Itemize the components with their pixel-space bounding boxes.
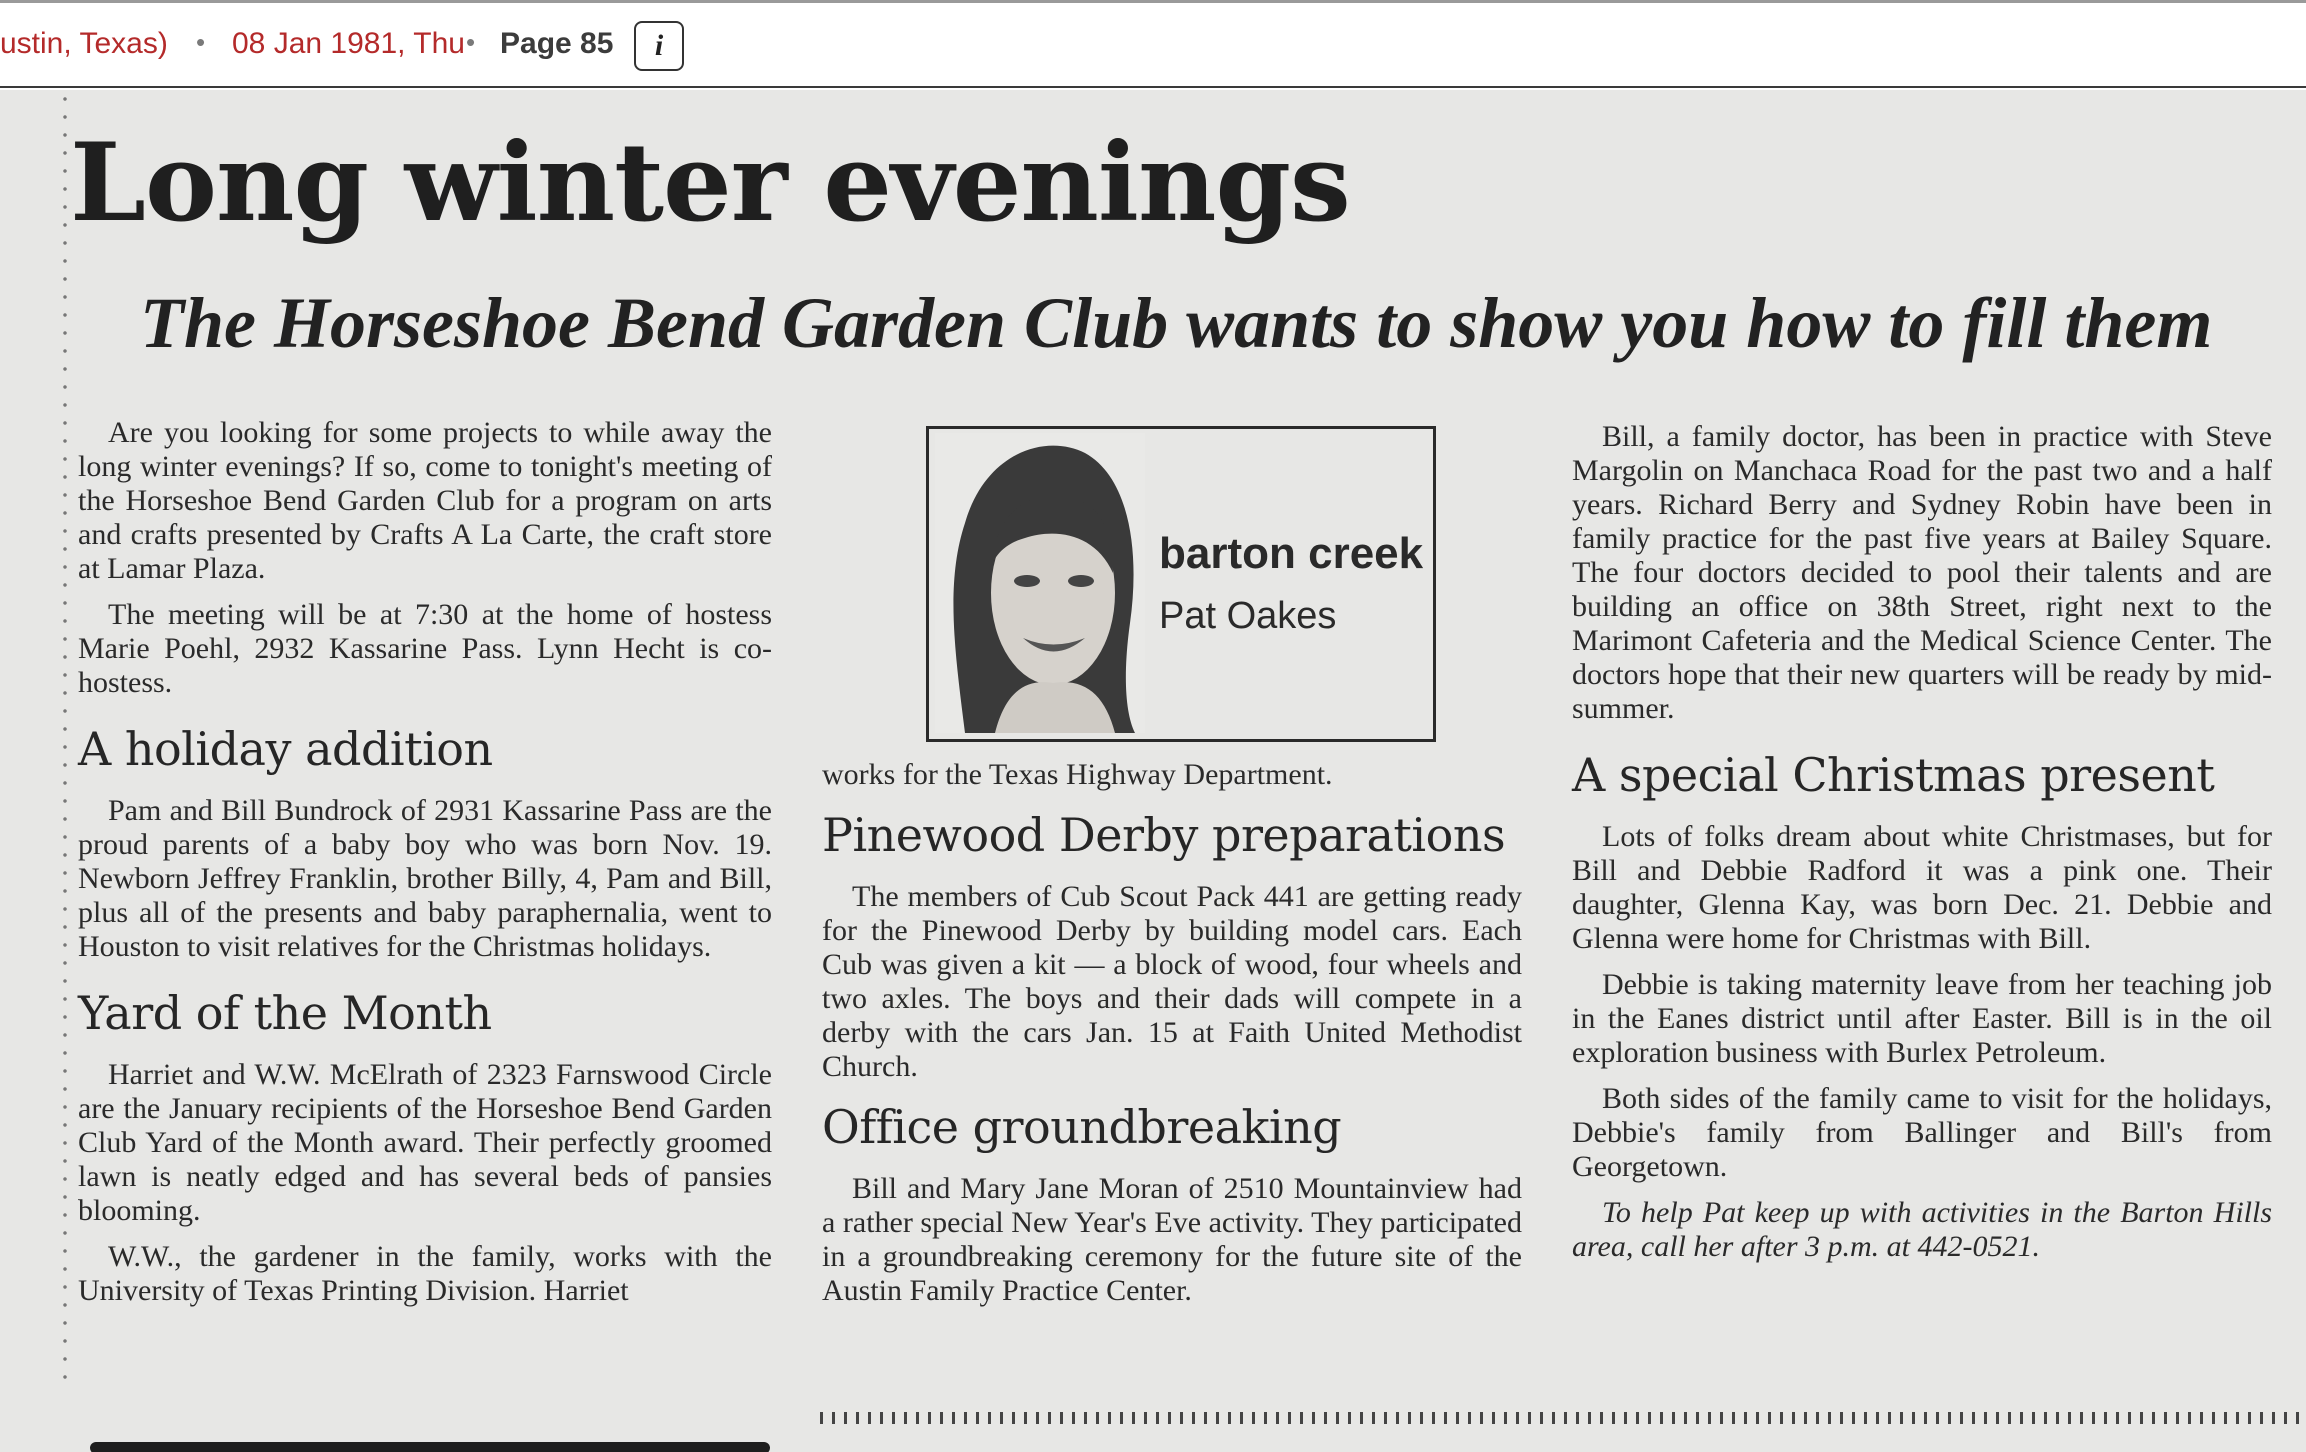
paragraph: Bill, a family doctor, has been in practice with Steve Margolin on Manchaca Road for the past two and a half years. Richard Berry and Sydney Robin have been in family practice for the past five years at Bailey Square. The four doctors decided to pool their talents and are building an office on 38th Street, right next to the Marimont Cafeteria and the Medical Science Center. The doctors hope that their new quarters will be ready by mid-summer.	[1572, 420, 2272, 725]
perforation-edge	[62, 90, 68, 1390]
paragraph: The meeting will be at 7:30 at the home of hostess Marie Poehl, 2932 Kassarine Pass. Lynn Hecht is co-hostess.	[78, 598, 772, 699]
dotted-divider	[820, 1412, 2306, 1424]
section-heading: A special Christmas present	[1572, 748, 2215, 802]
newspaper-clipping	[0, 90, 2306, 1452]
article-headline: Long winter evenings	[70, 120, 1350, 246]
paragraph: works for the Texas Highway Department.	[822, 758, 1333, 791]
section-heading: A holiday addition	[78, 722, 493, 776]
columnist-photo	[935, 433, 1145, 733]
page-number: Page 85	[500, 27, 614, 60]
info-icon: i	[654, 29, 664, 62]
paragraph: Are you looking for some projects to while away the long winter evenings? If so, come to tonight's meeting of the Horseshoe Bend Garden Club for a program on arts and crafts presented by Crafts A La Carte, the craft store at Lamar Plaza.	[78, 416, 772, 585]
publication-date[interactable]: 08 Jan 1981, Thu	[232, 27, 465, 60]
separator-dot: •	[466, 27, 476, 57]
article-subheadline: The Horseshoe Bend Garden Club wants to show you how to fill them	[140, 283, 2213, 363]
paragraph: Harriet and W.W. McElrath of 2323 Farnswood Circle are the January recipients of the Horseshoe Bend Garden Club Yard of the Month award. Their perfectly groomed lawn is neatly edged and has several beds of pansies blooming.	[78, 1058, 772, 1227]
article-column-3	[1572, 420, 2272, 1276]
info-button[interactable]	[634, 21, 684, 71]
publication-title[interactable]: ustin, Texas)	[0, 27, 168, 60]
paragraph: Lots of folks dream about white Christmases, but for Bill and Debbie Radford it was a pink one. Their daughter, Glenna Kay, was born Dec. 21. Debbie and Glenna were home for Christmas with Bill.	[1572, 820, 2272, 955]
column-author: Pat Oakes	[1159, 595, 1337, 637]
bottom-divider	[90, 1442, 770, 1452]
paragraph: Debbie is taking maternity leave from her teaching job in the Eanes district until after Easter. Bill is in the oil exploration business with Burlex Petroleum.	[1572, 968, 2272, 1069]
viewer-header	[0, 0, 2306, 88]
paragraph: Pam and Bill Bundrock of 2931 Kassarine Pass are the proud parents of a baby boy who was born Nov. 19. Newborn Jeffrey Franklin, brother Billy, 4, Pam and Bill, plus all of the presents and baby paraphernalia, went to Houston to visit relatives for the Christmas holidays.	[78, 794, 772, 963]
paragraph: Bill and Mary Jane Moran of 2510 Mountainview had a rather special New Year's Eve activity. They participated in a groundbreaking ceremony for the future site of the Austin Family Practice Center.	[822, 1172, 1522, 1307]
paragraph: Both sides of the family came to visit for the holidays, Debbie's family from Ballinger and Bill's from Georgetown.	[1572, 1082, 2272, 1183]
article-column-2	[822, 758, 1522, 1320]
column-credit: To help Pat keep up with activities in the Barton Hills area, call her after 3 p.m. at 442-0521.	[1572, 1196, 2272, 1263]
section-heading: Office groundbreaking	[822, 1100, 1342, 1154]
columnist-box	[926, 426, 1436, 742]
paragraph: W.W., the gardener in the family, works with the University of Texas Printing Division. Harriet	[78, 1240, 772, 1307]
section-heading: Pinewood Derby preparations	[822, 808, 1506, 862]
section-heading: Yard of the Month	[78, 986, 492, 1040]
paragraph: The members of Cub Scout Pack 441 are getting ready for the Pinewood Derby by building model cars. Each Cub was given a kit — a block of wood, four wheels and two axles. The boys and their dads will compete in a derby with the cars Jan. 15 at Faith United Methodist Church.	[822, 880, 1522, 1083]
separator-dot: •	[196, 27, 206, 57]
column-title: barton creek	[1159, 529, 1424, 578]
article-column-1	[78, 416, 772, 1320]
